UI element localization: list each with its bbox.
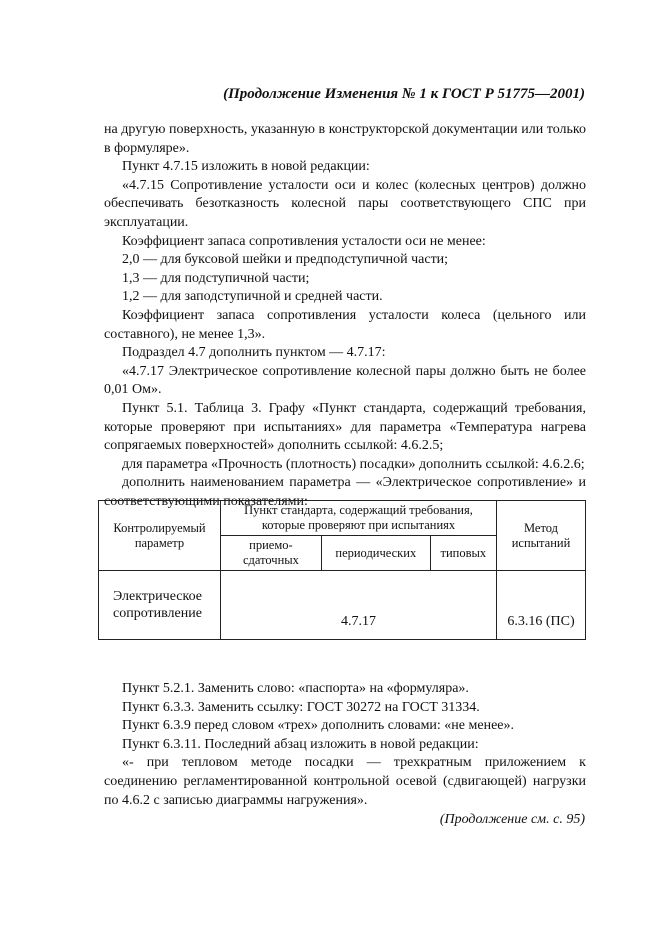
paragraph: «4.7.15 Сопротивление усталости оси и колес (колесных центров) должно обеспечивать безотказность колесной пары соответствующего СПС при эксплуатации. <box>104 177 586 230</box>
paragraph: Пункт 5.1. Таблица 3. Графу «Пункт стандарта, содержащий требования, которые проверяют при испытаниях» для параметра «Температура нагрева сопрягаемых поверхностей» дополнить ссылкой: 4.6.2.5; <box>104 400 586 454</box>
main-text <box>104 121 586 511</box>
header-clause: Пункт стандарта, содержащий требования, которые проверяют при испытаниях <box>221 501 497 536</box>
paragraph: Пункт 5.2.1. Заменить слово: «паспорта» на «формуляра». <box>122 681 469 696</box>
subheader-type: типовых <box>430 536 496 571</box>
paragraph: Пункт 6.3.9 перед словом «трех» дополнить словами: «не менее». <box>122 718 515 734</box>
paragraph: Коэффициент запаса сопротивления усталости оси не менее: <box>122 233 486 249</box>
table-row <box>99 571 586 640</box>
header-param: Контролируемый параметр <box>99 501 221 571</box>
page-footer: (Продолжение см. с. 95) <box>439 812 585 827</box>
paragraph: Коэффициент запаса сопротивления усталости колеса (цельного или составного), не менее 1,3». <box>104 307 586 342</box>
page-header: (Продолжение Изменения № 1 к ГОСТ Р 51775—2001) <box>223 86 585 102</box>
paragraph: Подраздел 4.7 дополнить пунктом — 4.7.17: <box>122 345 386 361</box>
paragraph: Пункт 4.7.15 изложить в новой редакции: <box>122 159 370 175</box>
paragraph: 1,2 — для заподступичной и средней части. <box>122 289 383 305</box>
paragraph: дополнить наименованием параметра — «Электрическое сопротивление» и соответствующими показателями: <box>104 475 586 509</box>
paragraph: на другую поверхность, указанную в конструкторской документации или только в формуляре». <box>104 122 586 156</box>
paragraph: 1,3 — для подступичной части; <box>122 270 310 286</box>
subheader-periodic: периодических <box>321 536 430 571</box>
parameters-table <box>98 500 586 640</box>
paragraph: для параметра «Прочность (плотность) посадки» дополнить ссылкой: 4.6.2.6; <box>122 456 585 472</box>
main-text-2 <box>104 680 586 810</box>
table-header-row <box>99 501 586 536</box>
paragraph: Пункт 6.3.3. Заменить ссылку: ГОСТ 30272 на ГОСТ 31334. <box>122 699 480 715</box>
header-method: Метод испытаний <box>497 501 586 571</box>
paragraph: «- при тепловом методе посадки — трехкратным приложением к соединению регламентированной контрольной осевой (сдвигающей) нагрузки по 4.6.2 с записью диаграммы нагружения». <box>104 755 586 808</box>
subheader-acceptance: приемо-сдаточных <box>221 536 322 571</box>
row-clause: 4.7.17 <box>221 571 497 640</box>
paragraph: 2,0 — для буксовой шейки и предподступичной части; <box>122 252 449 268</box>
paragraph: Пункт 6.3.11. Последний абзац изложить в новой редакции: <box>122 736 479 752</box>
paragraph: «4.7.17 Электрическое сопротивление колесной пары должно быть не более 0,01 Ом». <box>104 363 586 398</box>
row-param: Электрическое сопротивление <box>99 571 221 640</box>
row-method: 6.3.16 (ПС) <box>497 571 586 640</box>
